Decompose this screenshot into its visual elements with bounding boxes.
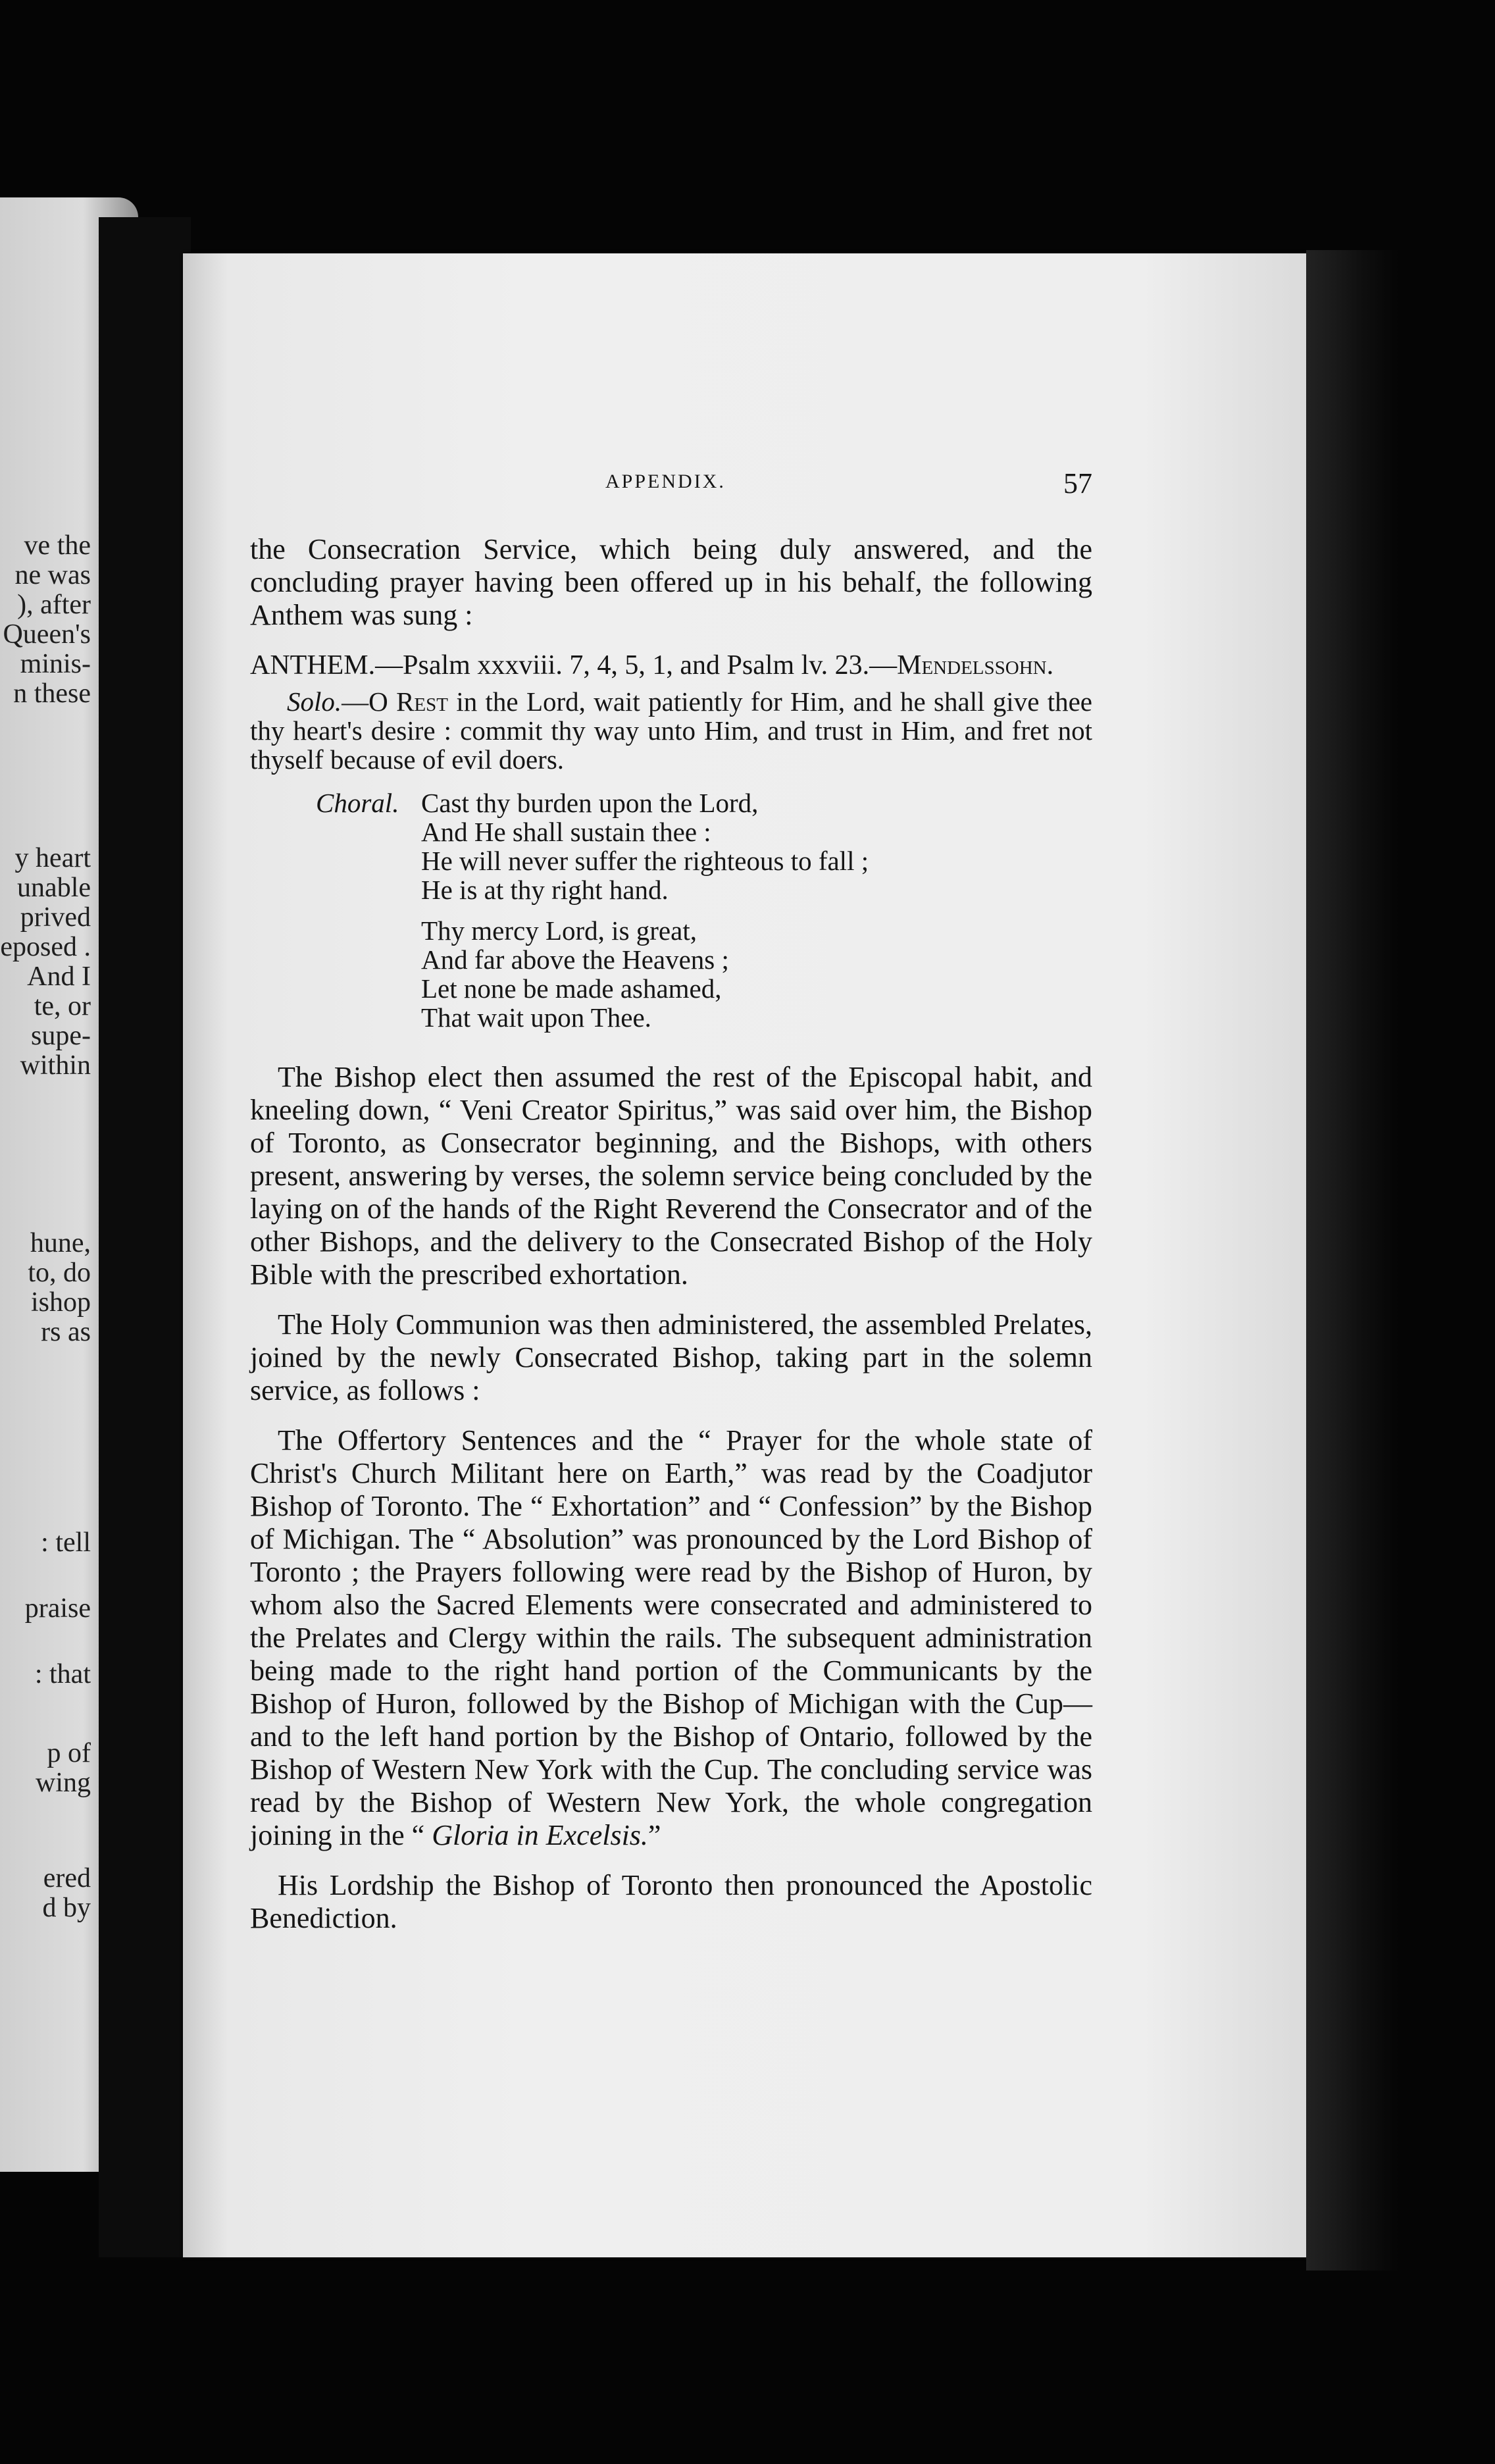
verse-line: He is at thy right hand.: [421, 875, 669, 905]
left-page-line: rs as: [41, 1317, 91, 1347]
running-head: APPENDIX.: [605, 471, 726, 492]
verse-line: And far above the Heavens ;: [421, 944, 729, 975]
page-number: 57: [1063, 467, 1092, 500]
solo-text: in the Lord, wait patiently for Him, and he shall give thee thy heart's desire : commit thy way unto Him, and trust in Him, and fret not thyself because of evil doers.: [250, 686, 1092, 775]
verse-line: Thy mercy Lord, is great,: [421, 915, 697, 946]
gloria-title: Gloria in Excelsis.: [432, 1819, 648, 1851]
left-page-line: ), after: [17, 590, 91, 620]
verse-line: That wait upon Thee.: [421, 1002, 651, 1033]
page-body: [250, 533, 1092, 1952]
left-page-line: hune,: [30, 1228, 91, 1258]
left-page-line: And I: [27, 962, 91, 992]
left-page-line: minis-: [20, 649, 91, 679]
paragraph-holy-communion: The Holy Communion was then administered, the assembled Prelates, joined by the newly Consecrated Bishop, taking part in the solemn service, as follows :: [250, 1308, 1092, 1406]
left-page-line: praise: [24, 1593, 91, 1624]
left-page-line: : that: [34, 1659, 91, 1689]
verse-line: Let none be made ashamed,: [421, 973, 722, 1004]
left-page-line: ne was: [14, 560, 91, 590]
left-page-line: ered: [43, 1863, 91, 1893]
verse-line: He will never suffer the righteous to fall ;: [421, 846, 869, 876]
page-header: [250, 467, 1092, 510]
left-page-line: wing: [36, 1768, 91, 1798]
verse-line: Cast thy burden upon the Lord,: [421, 788, 759, 818]
left-page-line: : tell: [41, 1527, 91, 1558]
paragraph-consecration-service: the Consecration Service, which being duly answered, and the concluding prayer having been offered up in his behalf, the following Anthem was sung :: [250, 533, 1092, 631]
left-page-line: te, or: [34, 991, 91, 1021]
verse-line: And He shall sustain thee :: [421, 817, 711, 847]
left-page-line: to, do: [28, 1258, 91, 1288]
left-page-line: supe-: [31, 1021, 91, 1051]
offertory-text: The Offertory Sentences and the “ Prayer for the whole state of Christ's Church Militant here on Earth,” was read by the Coadjutor Bishop of Toronto. The “ Exhortation” and “ Confession” by the Bishop of Michigan. The “ Absolution” was pronounced by the Lord Bishop of Toronto ; the Prayers following were read by the Bishop of Huron, by whom also the Sacred Elements were consecrated and administered to the Prelates and Clergy within the rails. The subsequent administration being made to the right hand portion of the Communicants by the Bishop of Huron, followed by the Bishop of Michigan with the Cup—and to the left hand portion by the Bishop of Ontario, followed by the Bishop of Western New York with the Cup. The concluding service was read by the Bishop of Western New York, the whole congregation joining in the “: [250, 1424, 1092, 1851]
left-page-line: prived: [20, 902, 91, 933]
anthem-heading: [250, 649, 1092, 682]
offertory-close-quote: ”: [647, 1819, 661, 1851]
left-page-line: unable: [17, 873, 91, 903]
choral-verses: [421, 788, 869, 1044]
left-page-line: d by: [42, 1893, 91, 1923]
paragraph-offertory: [250, 1424, 1092, 1852]
page-edge: [1306, 250, 1398, 2271]
left-page-line: ishop: [30, 1287, 91, 1318]
left-page-line: Queen's: [3, 619, 91, 650]
choral-label: Choral.: [316, 788, 399, 818]
left-page-line: y heart: [14, 843, 91, 873]
solo-initial: O Rest: [368, 686, 448, 717]
choral-stanza-1: [421, 788, 869, 904]
book-gutter: [99, 217, 191, 2257]
solo-label: Solo.: [287, 686, 342, 717]
left-page-line: n these: [13, 679, 91, 709]
paragraph-bishop-elect: The Bishop elect then assumed the rest of the Episcopal habit, and kneeling down, “ Veni Creator Spiritus,” was said over him, the Bishop of Toronto, as Consecrator beginning, and the Bishops, with others present, answering by verses, the solemn service being concluded by the laying on of the hands of the Right Reverend the Consecrator and of the other Bishops, and the delivery to the Consecrated Bishop of the Holy Bible with the prescribed exhortation.: [250, 1061, 1092, 1291]
anthem-label: ANTHEM.: [250, 650, 376, 680]
left-page-line: p of: [47, 1738, 91, 1768]
anthem-psalms: —Psalm xxxviii. 7, 4, 5, 1, and Psalm lv. 23.—: [375, 650, 898, 680]
choral-section: [250, 788, 1092, 1044]
solo-verse: [250, 687, 1092, 774]
left-page-line: eposed .: [0, 932, 91, 962]
anthem-composer: Mendelssohn.: [897, 650, 1054, 680]
left-page-line: within: [20, 1050, 91, 1081]
choral-stanza-2: [421, 916, 869, 1032]
left-page-line: ve the: [24, 530, 91, 561]
solo-dash: —: [342, 686, 369, 717]
paragraph-benediction: His Lordship the Bishop of Toronto then pronounced the Apostolic Benediction.: [250, 1869, 1092, 1934]
